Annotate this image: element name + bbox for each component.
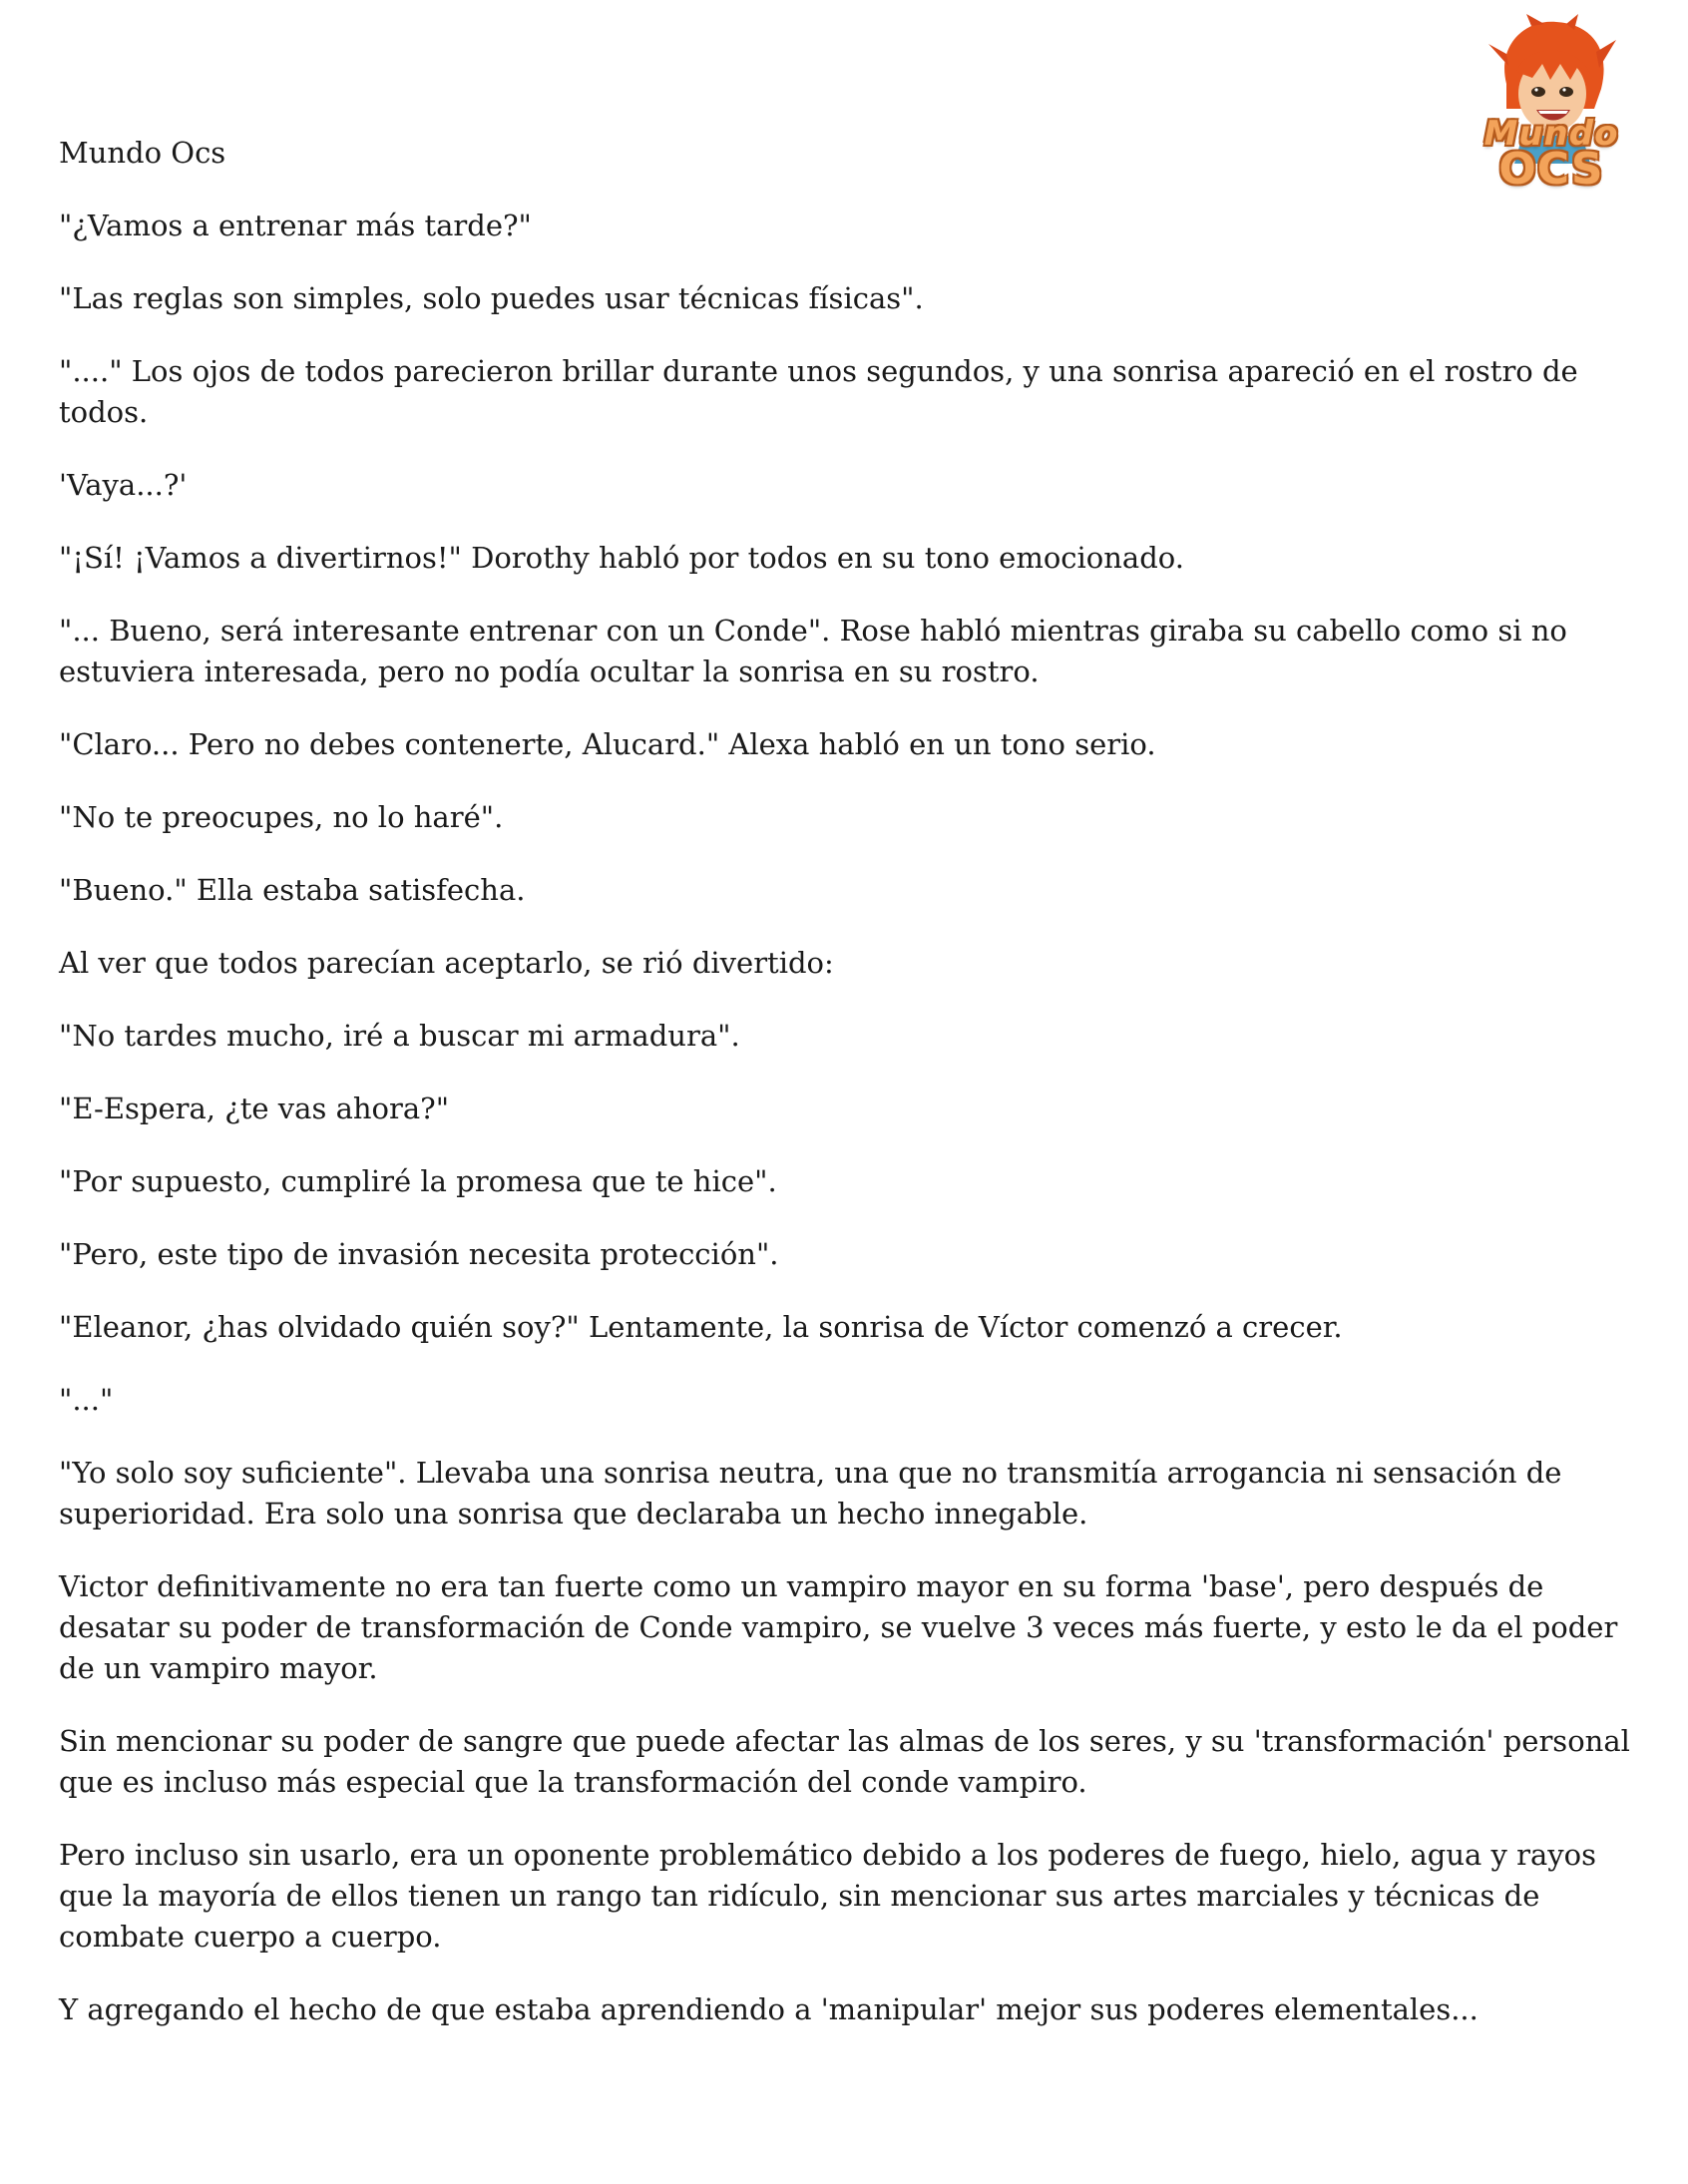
paragraph-2: "Las reglas son simples, solo puedes usar técnicas físicas". xyxy=(59,281,924,315)
paragraph-16: "..." xyxy=(59,1383,114,1417)
site-name: Mundo Ocs xyxy=(59,136,226,170)
paragraph-10: Al ver que todos parecían aceptarlo, se rió divertido: xyxy=(59,946,834,980)
paragraph-9: "Bueno." Ella estaba satisfecha. xyxy=(59,873,526,907)
document-body xyxy=(59,133,1635,2062)
paragraph-20: Pero incluso sin usarlo, era un oponente problemático debido a los poderes de fuego, hielo, agua y rayos que la mayoría de ellos tienen un rango tan ridículo, sin mencionar sus artes marciales y técnicas de combate cuerpo a cuerpo. xyxy=(59,1838,1597,1954)
paragraph-19: Sin mencionar su poder de sangre que puede afectar las almas de los seres, y su 'transformación' personal que es incluso más especial que la transformación del conde vampiro. xyxy=(59,1724,1630,1799)
paragraph-7: "Claro... Pero no debes contenerte, Alucard." Alexa habló en un tono serio. xyxy=(59,727,1156,761)
paragraph-5: "¡Sí! ¡Vamos a divertirnos!" Dorothy habló por todos en su tono emocionado. xyxy=(59,541,1184,575)
paragraph-4: 'Vaya...?' xyxy=(59,468,188,502)
paragraph-13: "Por supuesto, cumpliré la promesa que te hice". xyxy=(59,1164,777,1198)
paragraph-18: Victor definitivamente no era tan fuerte como un vampiro mayor en su forma 'base', pero después de desatar su poder de transformación de Conde vampiro, se vuelve 3 veces más fuerte, y esto le da el poder de un vampiro mayor. xyxy=(59,1569,1618,1685)
paragraph-8: "No te preocupes, no lo haré". xyxy=(59,800,504,834)
paragraph-6: "... Bueno, será interesante entrenar con un Conde". Rose habló mientras giraba su cabello como si no estuviera interesada, pero no podía ocultar la sonrisa en su rostro. xyxy=(59,614,1567,688)
paragraph-14: "Pero, este tipo de invasión necesita protección". xyxy=(59,1237,779,1271)
paragraph-15: "Eleanor, ¿has olvidado quién soy?" Lentamente, la sonrisa de Víctor comenzó a crecer. xyxy=(59,1310,1343,1344)
paragraph-12: "E-Espera, ¿te vas ahora?" xyxy=(59,1092,450,1125)
logo-text-ocs: OCS xyxy=(1498,144,1604,195)
paragraph-21: Y agregando el hecho de que estaba aprendiendo a 'manipular' mejor sus poderes elementales... xyxy=(59,1992,1478,2026)
paragraph-17: "Yo solo soy suficiente". Llevaba una sonrisa neutra, una que no transmitía arrogancia ni sensación de superioridad. Era solo una sonrisa que declaraba un hecho innegable. xyxy=(59,1456,1562,1530)
paragraph-11: "No tardes mucho, iré a buscar mi armadura". xyxy=(59,1019,740,1053)
paragraph-1: "¿Vamos a entrenar más tarde?" xyxy=(59,209,532,242)
paragraph-3: "...." Los ojos de todos parecieron brillar durante unos segundos, y una sonrisa apareció en el rostro de todos. xyxy=(59,354,1578,429)
logo-text-mundo: Mundo xyxy=(1483,114,1619,154)
